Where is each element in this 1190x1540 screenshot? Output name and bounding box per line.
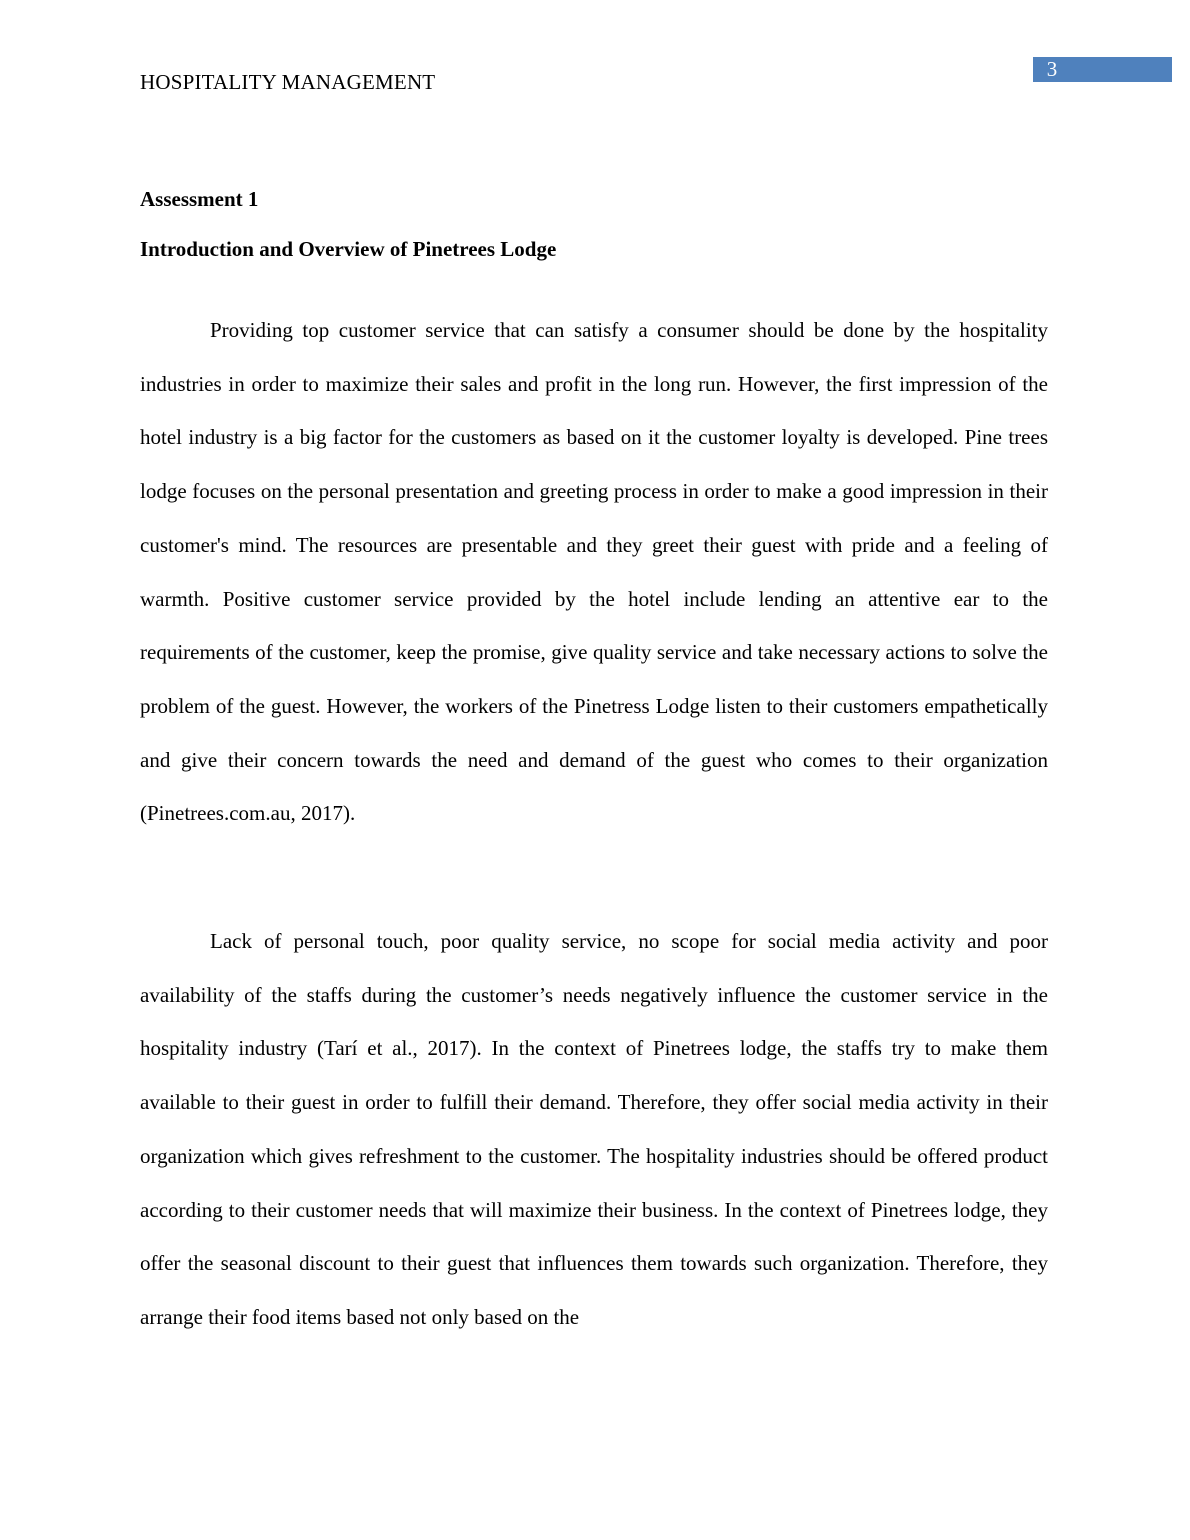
body-paragraph-2: Lack of personal touch, poor quality service, no scope for social media activity and poor availability of the staffs during the customer’s needs negatively influence the customer service in the hospitality industry (Tarí et al., 2017). In the context of Pinetrees lodge, the staffs try to make them available to their guest in order to fulfill their demand. Therefore, they offer social media activity in their organization which gives refreshment to the customer. The hospitality industries should be offered product according to their customer needs that will maximize their business. In the context of Pinetrees lodge, they offer the seasonal discount to their guest that influences them towards such organization. Therefore, they arrange their food items based not only based on the	[140, 929, 1048, 1329]
running-head: HOSPITALITY MANAGEMENT	[140, 70, 436, 94]
body-paragraph-1: Providing top customer service that can satisfy a consumer should be done by the hospitality industries in order to maximize their sales and profit in the long run. However, the first impression of the hotel industry is a big factor for the customers as based on it the customer loyalty is developed. Pine trees lodge focuses on the personal presentation and greeting process in order to make a good impression in their customer's mind. The resources are presentable and they greet their guest with pride and a feeling of warmth. Positive customer service provided by the hotel include lending an attentive ear to the requirements of the customer, keep the promise, give quality service and take necessary actions to solve the problem of the guest. However, the workers of the Pinetress Lodge listen to their customers empathetically and give their concern towards the need and demand of the guest who comes to their organization (Pinetrees.com.au, 2017).	[140, 318, 1048, 826]
page-number-box	[1033, 57, 1172, 82]
section-title: Assessment 1	[140, 187, 259, 211]
page-number: 3	[1046, 57, 1058, 81]
subsection-title: Introduction and Overview of Pinetrees Lodge	[140, 237, 557, 261]
